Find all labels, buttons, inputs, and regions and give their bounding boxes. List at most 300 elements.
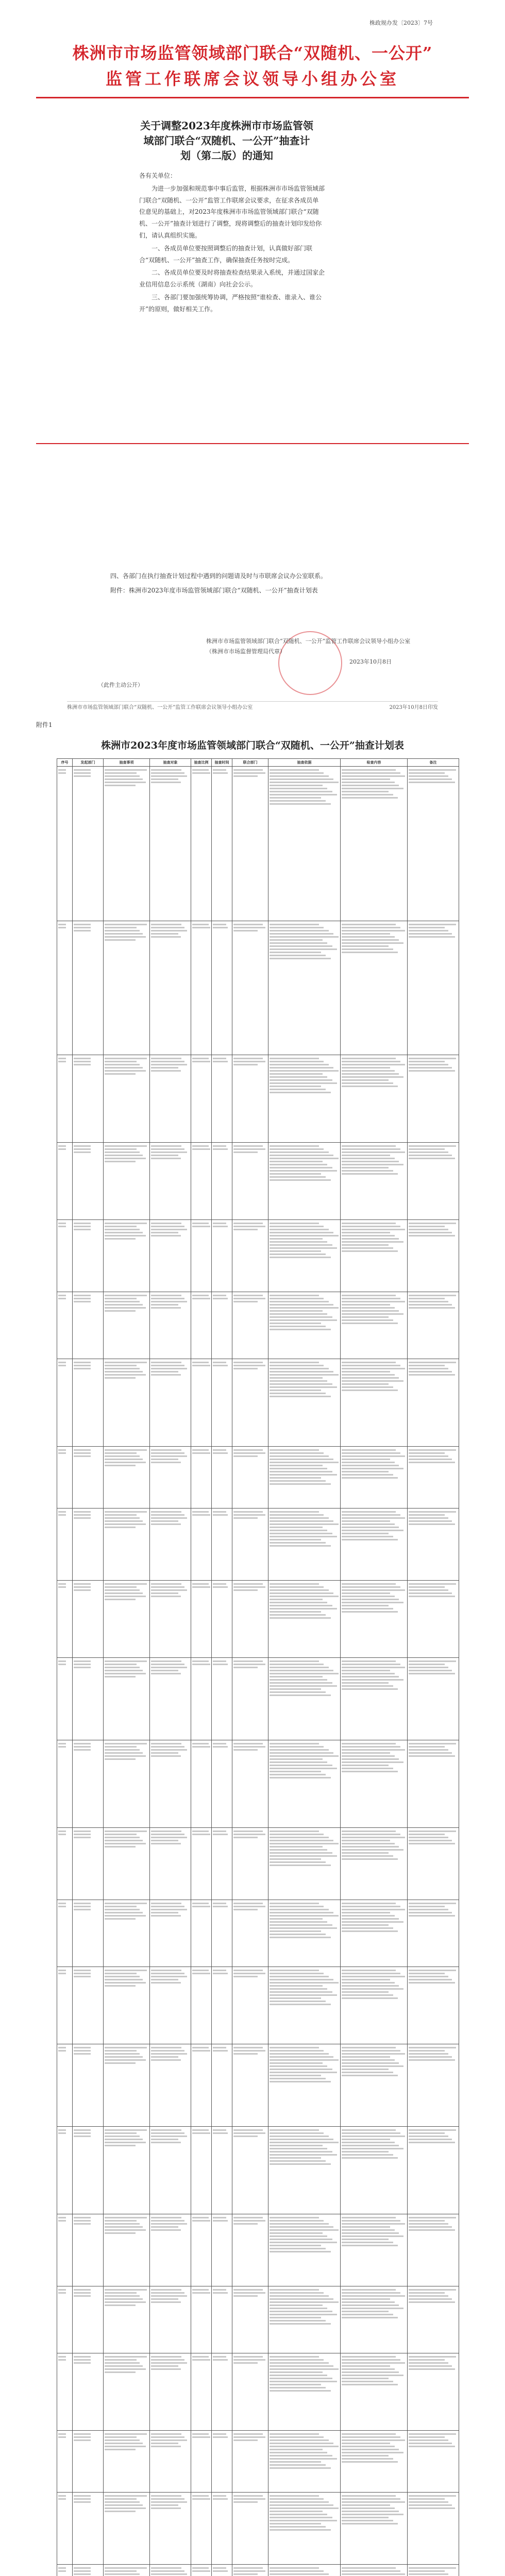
text-line-placeholder xyxy=(409,1298,445,1299)
text-line-placeholder xyxy=(192,1452,210,1454)
text-line-placeholder xyxy=(270,1323,321,1324)
text-line-placeholder xyxy=(409,1843,455,1844)
text-line-placeholder xyxy=(270,2050,324,2052)
text-line-placeholder xyxy=(213,769,226,771)
text-line-placeholder xyxy=(342,2053,405,2055)
text-line-placeholder xyxy=(409,930,448,931)
text-line-placeholder xyxy=(342,924,396,925)
table-cell xyxy=(212,1220,232,1292)
table-cell xyxy=(73,1055,104,1143)
table-cell xyxy=(268,921,341,1055)
table-cell xyxy=(232,1143,268,1220)
text-line-placeholder xyxy=(270,2320,326,2321)
text-line-placeholder xyxy=(233,930,258,931)
table-row xyxy=(57,2044,459,2127)
text-line-placeholder xyxy=(409,1307,455,1309)
text-line-placeholder xyxy=(192,2570,210,2572)
text-line-placeholder xyxy=(270,1386,337,1388)
table-cell xyxy=(150,1658,191,1740)
table-cell xyxy=(408,2127,459,2214)
text-line-placeholder xyxy=(233,2498,265,2500)
text-line-placeholder xyxy=(342,2148,403,2149)
text-line-placeholder xyxy=(105,933,143,935)
text-line-placeholder xyxy=(342,1533,389,1534)
text-line-placeholder xyxy=(342,948,393,950)
text-line-placeholder xyxy=(270,2242,337,2243)
table-cell xyxy=(150,2493,191,2565)
table-cell xyxy=(150,1292,191,1359)
text-line-placeholder xyxy=(270,2495,319,2497)
text-line-placeholder xyxy=(213,2570,228,2572)
text-line-placeholder xyxy=(74,1903,91,1904)
table-cell xyxy=(212,1447,232,1509)
table-cell xyxy=(73,1143,104,1220)
text-line-placeholder xyxy=(409,1148,445,1150)
text-line-placeholder xyxy=(270,952,321,953)
table-cell xyxy=(57,1143,73,1220)
text-line-placeholder xyxy=(213,1903,226,1904)
notice-title: 关于调整2023年度株洲市市场监管领域部门联合“双随机、一公开”抽查计划（第二版）的通知 xyxy=(140,120,313,162)
text-line-placeholder xyxy=(270,2078,326,2079)
table-cell xyxy=(104,2127,150,2214)
text-line-placeholder xyxy=(270,1583,319,1585)
text-line-placeholder xyxy=(270,1918,323,1920)
text-line-placeholder xyxy=(342,1241,403,1243)
text-line-placeholder xyxy=(409,1660,456,1662)
text-line-placeholder xyxy=(270,1079,332,1081)
text-line-placeholder xyxy=(342,2295,405,2297)
text-line-placeholder xyxy=(342,1970,396,1971)
text-line-placeholder xyxy=(192,2433,209,2435)
text-line-placeholder xyxy=(105,1743,147,1744)
text-line-placeholder xyxy=(270,1617,331,1619)
table-cell xyxy=(73,2286,104,2353)
text-line-placeholder xyxy=(409,2359,445,2361)
text-line-placeholder xyxy=(151,1752,178,1754)
text-line-placeholder xyxy=(409,1589,448,1591)
text-line-placeholder xyxy=(74,1517,91,1519)
text-line-placeholder xyxy=(409,1371,452,1372)
table-cell xyxy=(232,2493,268,2565)
text-line-placeholder xyxy=(58,1452,66,1454)
text-line-placeholder xyxy=(213,2129,226,2131)
text-line-placeholder xyxy=(409,1449,456,1451)
text-line-placeholder xyxy=(342,1304,390,1306)
text-line-placeholder xyxy=(105,2129,147,2131)
text-line-placeholder xyxy=(342,933,390,935)
text-line-placeholder xyxy=(151,2301,181,2303)
footer-right: 2023年10月8日印发 xyxy=(389,705,438,710)
text-line-placeholder xyxy=(270,1545,331,1547)
text-line-placeholder xyxy=(233,1223,263,1224)
text-line-placeholder xyxy=(270,1229,329,1230)
text-line-placeholder xyxy=(105,1307,146,1309)
text-line-placeholder xyxy=(342,1316,389,1318)
text-line-placeholder xyxy=(409,1058,456,1059)
table-cell xyxy=(150,1143,191,1220)
text-line-placeholder xyxy=(342,1070,395,1072)
table-cell xyxy=(341,1509,408,1581)
text-line-placeholder xyxy=(409,1973,445,1974)
text-line-placeholder xyxy=(270,800,326,802)
text-line-placeholder xyxy=(105,1452,137,1454)
text-line-placeholder xyxy=(151,1368,187,1369)
text-line-placeholder xyxy=(270,927,324,928)
table-cell xyxy=(341,1055,408,1143)
text-line-placeholder xyxy=(58,772,66,774)
table-cell xyxy=(73,1292,104,1359)
table-cell xyxy=(104,1055,150,1143)
text-line-placeholder xyxy=(151,1970,181,1971)
text-line-placeholder xyxy=(105,2439,140,2441)
table-cell xyxy=(268,1055,341,1143)
text-line-placeholder xyxy=(233,2136,258,2137)
text-line-placeholder xyxy=(270,2065,327,2067)
text-line-placeholder xyxy=(342,2132,400,2134)
text-line-placeholder xyxy=(270,2523,321,2524)
text-line-placeholder xyxy=(105,1527,136,1528)
table-cell xyxy=(150,2214,191,2286)
text-line-placeholder xyxy=(213,1831,226,1832)
text-line-placeholder xyxy=(270,1462,339,1463)
text-line-placeholder xyxy=(342,1452,400,1454)
text-line-placeholder xyxy=(213,924,226,925)
text-line-placeholder xyxy=(105,2223,140,2225)
table-cell xyxy=(150,1900,191,1967)
table-cell xyxy=(341,1828,408,1900)
table-cell xyxy=(268,1292,341,1359)
text-line-placeholder xyxy=(270,1527,323,1528)
text-line-placeholder xyxy=(105,2371,136,2373)
text-line-placeholder xyxy=(270,1924,332,1926)
text-line-placeholder xyxy=(342,1924,389,1926)
text-line-placeholder xyxy=(105,785,136,786)
text-line-placeholder xyxy=(270,1371,333,1372)
text-line-placeholder xyxy=(105,1226,137,1227)
text-line-placeholder xyxy=(270,1761,327,1763)
text-line-placeholder xyxy=(233,1834,265,1835)
text-line-placeholder xyxy=(105,1064,140,1065)
text-line-placeholder xyxy=(409,772,445,774)
text-line-placeholder xyxy=(342,2301,395,2303)
text-line-placeholder xyxy=(270,1831,319,1832)
text-line-placeholder xyxy=(409,2501,448,2503)
table-cell xyxy=(232,1828,268,1900)
table-cell xyxy=(104,2214,150,2286)
text-line-placeholder xyxy=(342,1082,393,1084)
text-line-placeholder xyxy=(342,1852,389,1854)
table-cell xyxy=(150,1740,191,1828)
table-row xyxy=(57,1828,459,1900)
text-line-placeholder xyxy=(233,1449,263,1451)
text-line-placeholder xyxy=(342,2069,389,2070)
table-cell xyxy=(150,1509,191,1581)
text-line-placeholder xyxy=(342,2381,393,2382)
text-line-placeholder xyxy=(342,2495,396,2497)
table-cell xyxy=(191,1967,212,2044)
text-line-placeholder xyxy=(233,2495,263,2497)
table-cell xyxy=(57,2044,73,2127)
text-line-placeholder xyxy=(270,2514,327,2515)
text-line-placeholder xyxy=(74,2362,91,2364)
text-line-placeholder xyxy=(233,2356,263,2358)
table-row xyxy=(57,2565,459,2576)
col-header: 序号 xyxy=(57,759,73,767)
text-line-placeholder xyxy=(270,1682,332,1684)
text-line-placeholder xyxy=(74,775,91,777)
text-line-placeholder xyxy=(342,2452,403,2453)
text-line-placeholder xyxy=(213,1834,228,1835)
text-line-placeholder xyxy=(213,2220,228,2222)
table-cell xyxy=(73,2214,104,2286)
text-line-placeholder xyxy=(105,1229,140,1230)
text-line-placeholder xyxy=(270,2301,339,2303)
text-line-placeholder xyxy=(105,2295,140,2297)
table-cell xyxy=(57,1581,73,1658)
text-line-placeholder xyxy=(342,1768,393,1769)
text-line-placeholder xyxy=(270,2371,323,2373)
text-line-placeholder xyxy=(58,1148,66,1150)
text-line-placeholder xyxy=(342,1319,393,1321)
col-header: 抽查对象 xyxy=(150,759,191,767)
text-line-placeholder xyxy=(192,1058,209,1059)
text-line-placeholder xyxy=(74,1746,91,1748)
text-line-placeholder xyxy=(342,769,396,771)
text-line-placeholder xyxy=(74,2217,91,2218)
text-line-placeholder xyxy=(270,1976,329,1977)
text-line-placeholder xyxy=(270,1991,332,1993)
text-line-placeholder xyxy=(342,2520,393,2521)
text-line-placeholder xyxy=(105,2142,146,2143)
text-line-placeholder xyxy=(105,1232,143,1233)
table-cell xyxy=(150,2565,191,2576)
paragraph-2: 一、各成员单位要按照调整后的抽查计划，认真做好部门联合“双随机、一公开”抽查工作，确保抽查任务按时完成。 xyxy=(139,244,313,264)
text-line-placeholder xyxy=(270,2132,324,2134)
text-line-placeholder xyxy=(409,1452,445,1454)
text-line-placeholder xyxy=(270,1602,327,1603)
text-line-placeholder xyxy=(270,1480,326,1482)
text-line-placeholder xyxy=(342,1988,403,1990)
table-cell xyxy=(57,1220,73,1292)
text-line-placeholder xyxy=(105,1148,137,1150)
text-line-placeholder xyxy=(74,2433,91,2435)
text-line-placeholder xyxy=(192,1906,210,1907)
text-line-placeholder xyxy=(342,1685,393,1687)
text-line-placeholder xyxy=(105,2139,143,2140)
text-line-placeholder xyxy=(105,1223,147,1224)
table-row xyxy=(57,2127,459,2214)
table-cell xyxy=(73,1740,104,1828)
notice-body xyxy=(139,170,325,316)
table-cell xyxy=(268,2127,341,2214)
text-line-placeholder xyxy=(58,1743,66,1744)
text-line-placeholder xyxy=(270,1329,331,1330)
text-line-placeholder xyxy=(342,2242,393,2243)
text-line-placeholder xyxy=(270,2517,332,2518)
text-line-placeholder xyxy=(270,2501,329,2503)
table-cell xyxy=(232,767,268,921)
text-line-placeholder xyxy=(342,1362,396,1363)
text-line-placeholder xyxy=(58,1973,66,1974)
table-cell xyxy=(104,1658,150,1740)
text-line-placeholder xyxy=(192,1746,210,1748)
text-line-placeholder xyxy=(342,2517,389,2518)
text-line-placeholder xyxy=(151,1362,181,1363)
text-line-placeholder xyxy=(409,775,448,777)
text-line-placeholder xyxy=(342,2298,390,2300)
text-line-placeholder xyxy=(342,1605,389,1606)
text-line-placeholder xyxy=(213,1148,228,1150)
text-line-placeholder xyxy=(151,1831,181,1832)
text-line-placeholder xyxy=(342,1758,399,1760)
text-line-placeholder xyxy=(270,2368,339,2370)
text-line-placeholder xyxy=(105,1362,147,1363)
text-line-placeholder xyxy=(270,1511,319,1513)
table-cell xyxy=(57,2431,73,2493)
text-line-placeholder xyxy=(58,2495,66,2497)
text-line-placeholder xyxy=(342,1903,396,1904)
text-line-placeholder xyxy=(58,1514,66,1516)
text-line-placeholder xyxy=(151,2498,184,2500)
text-line-placeholder xyxy=(342,2139,390,2140)
text-line-placeholder xyxy=(105,1982,146,1984)
text-line-placeholder xyxy=(342,2059,395,2061)
text-line-placeholder xyxy=(151,1365,184,1366)
text-line-placeholder xyxy=(409,933,452,935)
text-line-placeholder xyxy=(270,2059,339,2061)
text-line-placeholder xyxy=(270,1086,321,1087)
text-line-placeholder xyxy=(105,775,140,777)
text-line-placeholder xyxy=(233,1831,263,1832)
text-line-placeholder xyxy=(151,1514,184,1516)
table-cell xyxy=(191,2431,212,2493)
text-line-placeholder xyxy=(74,2289,91,2291)
text-line-placeholder xyxy=(342,1527,399,1528)
text-line-placeholder xyxy=(342,2072,393,2073)
text-line-placeholder xyxy=(58,1295,66,1296)
text-line-placeholder xyxy=(233,769,263,771)
text-line-placeholder xyxy=(270,1301,329,1302)
text-line-placeholder xyxy=(151,2365,178,2367)
text-line-placeholder xyxy=(270,2001,326,2002)
text-line-placeholder xyxy=(270,2323,331,2325)
table-cell xyxy=(268,2353,341,2431)
text-line-placeholder xyxy=(270,1326,326,1327)
text-line-placeholder xyxy=(409,2433,456,2435)
text-line-placeholder xyxy=(270,1223,319,1224)
text-line-placeholder xyxy=(105,2511,136,2512)
table-cell xyxy=(150,2353,191,2431)
text-line-placeholder xyxy=(270,1906,324,1907)
text-line-placeholder xyxy=(270,1232,333,1233)
text-line-placeholder xyxy=(105,778,143,780)
text-line-placeholder xyxy=(342,2433,396,2435)
text-line-placeholder xyxy=(409,1067,452,1069)
text-line-placeholder xyxy=(342,2368,395,2370)
text-line-placeholder xyxy=(74,1223,91,1224)
text-line-placeholder xyxy=(270,2467,331,2469)
text-line-placeholder xyxy=(342,782,395,783)
text-line-placeholder xyxy=(233,1749,258,1751)
text-line-placeholder xyxy=(270,1179,331,1181)
text-line-placeholder xyxy=(74,1834,91,1835)
text-line-placeholder xyxy=(151,2053,187,2055)
text-line-placeholder xyxy=(151,1664,184,1665)
text-line-placeholder xyxy=(270,1660,319,1662)
text-line-placeholder xyxy=(270,2384,321,2385)
text-line-placeholder xyxy=(342,1151,405,1153)
text-line-placeholder xyxy=(409,1673,455,1674)
table-cell xyxy=(150,921,191,1055)
text-line-placeholder xyxy=(270,1758,323,1760)
text-line-placeholder xyxy=(409,1903,456,1904)
text-line-placeholder xyxy=(213,2433,226,2435)
table-cell xyxy=(104,1143,150,1220)
text-line-placeholder xyxy=(409,2301,455,2303)
text-line-placeholder xyxy=(233,1586,265,1588)
text-line-placeholder xyxy=(192,2356,209,2358)
text-line-placeholder xyxy=(105,2359,137,2361)
text-line-placeholder xyxy=(105,1583,147,1585)
text-line-placeholder xyxy=(409,1906,445,1907)
text-line-placeholder xyxy=(270,1061,324,1062)
table-cell xyxy=(232,1658,268,1740)
text-line-placeholder xyxy=(409,2129,456,2131)
text-line-placeholder xyxy=(105,2059,146,2061)
table-cell xyxy=(212,2565,232,2576)
text-line-placeholder xyxy=(270,1997,321,1999)
text-line-placeholder xyxy=(270,2387,326,2388)
text-line-placeholder xyxy=(233,1970,263,1971)
text-line-placeholder xyxy=(74,1511,91,1513)
text-line-placeholder xyxy=(105,2356,147,2358)
text-line-placeholder xyxy=(342,1921,403,1923)
table-cell xyxy=(408,1828,459,1900)
text-line-placeholder xyxy=(270,1089,326,1090)
text-line-placeholder xyxy=(105,1295,147,1296)
text-line-placeholder xyxy=(233,1362,263,1363)
table-cell xyxy=(212,2286,232,2353)
text-line-placeholder xyxy=(270,1449,319,1451)
text-line-placeholder xyxy=(270,1316,332,1318)
text-line-placeholder xyxy=(342,1148,400,1150)
text-line-placeholder xyxy=(74,1909,91,1910)
text-line-placeholder xyxy=(213,1145,226,1147)
text-line-placeholder xyxy=(233,2439,258,2441)
table-cell xyxy=(73,1509,104,1581)
text-line-placeholder xyxy=(270,1377,323,1379)
text-line-placeholder xyxy=(342,1086,398,1087)
text-line-placeholder xyxy=(270,1586,324,1588)
text-line-placeholder xyxy=(270,2359,324,2361)
text-line-placeholder xyxy=(233,2292,265,2294)
text-line-placeholder xyxy=(151,1746,184,1748)
text-line-placeholder xyxy=(74,2439,91,2441)
table-cell xyxy=(268,2431,341,2493)
table-row xyxy=(57,1509,459,1581)
text-line-placeholder xyxy=(342,2458,393,2460)
text-line-placeholder xyxy=(151,2436,184,2438)
text-line-placeholder xyxy=(105,1151,140,1153)
table-cell xyxy=(73,2044,104,2127)
text-line-placeholder xyxy=(233,1455,258,1457)
text-line-placeholder xyxy=(105,1462,146,1463)
text-line-placeholder xyxy=(192,2498,210,2500)
text-line-placeholder xyxy=(270,1846,323,1848)
notice-page xyxy=(36,15,469,531)
text-line-placeholder xyxy=(74,1906,91,1907)
text-line-placeholder xyxy=(105,1455,140,1457)
